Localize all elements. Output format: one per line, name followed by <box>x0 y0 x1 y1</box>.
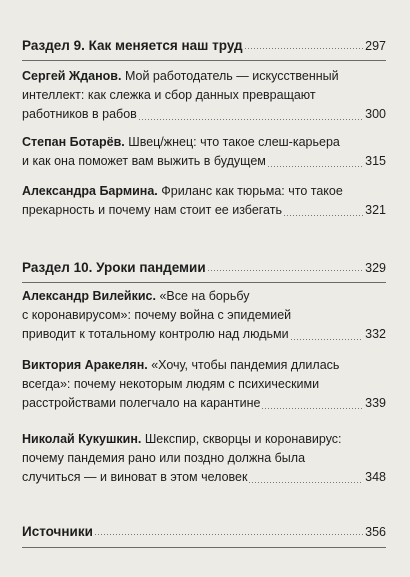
entry-title-line: и как она поможет вам выжить в будущем <box>22 154 266 168</box>
section-heading <box>22 260 386 275</box>
dot-leader <box>139 119 363 120</box>
section-divider <box>22 282 386 283</box>
entry-title-line: прекарность и почему нам стоит ее избегать <box>22 203 282 217</box>
dot-leader <box>291 339 364 340</box>
entry-title-line: работников в рабов <box>22 107 137 121</box>
entry-author: Степан Ботарёв. <box>22 135 125 149</box>
toc-entry <box>22 356 386 413</box>
entry-author: Виктория Аракелян. <box>22 358 148 372</box>
entry-page-number: 348 <box>365 470 386 484</box>
entry-page-number: 300 <box>365 107 386 121</box>
entry-title-line: Мой работодатель — искусственный <box>121 69 339 83</box>
toc-entry <box>22 133 386 171</box>
entry-title-line: с коронавирусом»: почему война с эпидемией <box>22 308 292 322</box>
dot-leader <box>268 166 363 167</box>
entry-title-line: Швец/жнец: что такое слеш-карьера <box>124 135 340 149</box>
section-title: Раздел 9. Как меняется наш труд <box>22 38 243 53</box>
dot-leader <box>284 215 363 216</box>
entry-title-line: интеллект: как слежка и сбор данных превращают <box>22 88 316 102</box>
section-heading <box>22 38 386 53</box>
entry-page-number: 332 <box>365 327 386 341</box>
entry-title-line: «Все на борьбу <box>155 289 250 303</box>
dot-leader <box>262 408 363 409</box>
section-divider <box>22 60 386 61</box>
sources-page-number: 356 <box>365 525 386 539</box>
dot-leader <box>249 482 363 483</box>
dot-leader <box>245 48 364 49</box>
dot-leader <box>208 270 364 271</box>
section-title: Раздел 10. Уроки пандемии <box>22 260 206 275</box>
entry-title-line: приводит к тотальному контролю над людьми <box>22 327 289 341</box>
entry-title-line: всегда»: почему некоторым людям с психическими <box>22 377 320 391</box>
entry-title-line: Шекспир, скворцы и коронавирус: <box>141 432 342 446</box>
sources-title: Источники <box>22 524 93 539</box>
entry-author: Николай Кукушкин. <box>22 432 142 446</box>
section-page-number: 297 <box>365 39 386 53</box>
entry-page-number: 321 <box>365 203 386 217</box>
entry-title-line: «Хочу, чтобы пандемия длилась <box>147 358 340 372</box>
toc-entry <box>22 430 386 487</box>
entry-author: Александра Бармина. <box>22 184 158 198</box>
toc-entry <box>22 67 386 124</box>
entry-page-number: 339 <box>365 396 386 410</box>
dot-leader <box>95 534 363 535</box>
entry-page-number: 315 <box>365 154 386 168</box>
section-page-number: 329 <box>365 261 386 275</box>
toc-entry <box>22 182 386 220</box>
entry-author: Сергей Жданов. <box>22 69 122 83</box>
sources-heading <box>22 524 386 539</box>
section-divider <box>22 547 386 548</box>
entry-title-line: Фриланс как тюрьма: что такое <box>157 184 343 198</box>
entry-title-line: случиться — и виноват в этом человек <box>22 470 248 484</box>
entry-author: Александр Вилейкис. <box>22 289 156 303</box>
toc-entry <box>22 287 386 344</box>
entry-title-line: расстройствами полегчало на карантине <box>22 396 261 410</box>
entry-title-line: почему пандемия рано или поздно должна была <box>22 451 306 465</box>
